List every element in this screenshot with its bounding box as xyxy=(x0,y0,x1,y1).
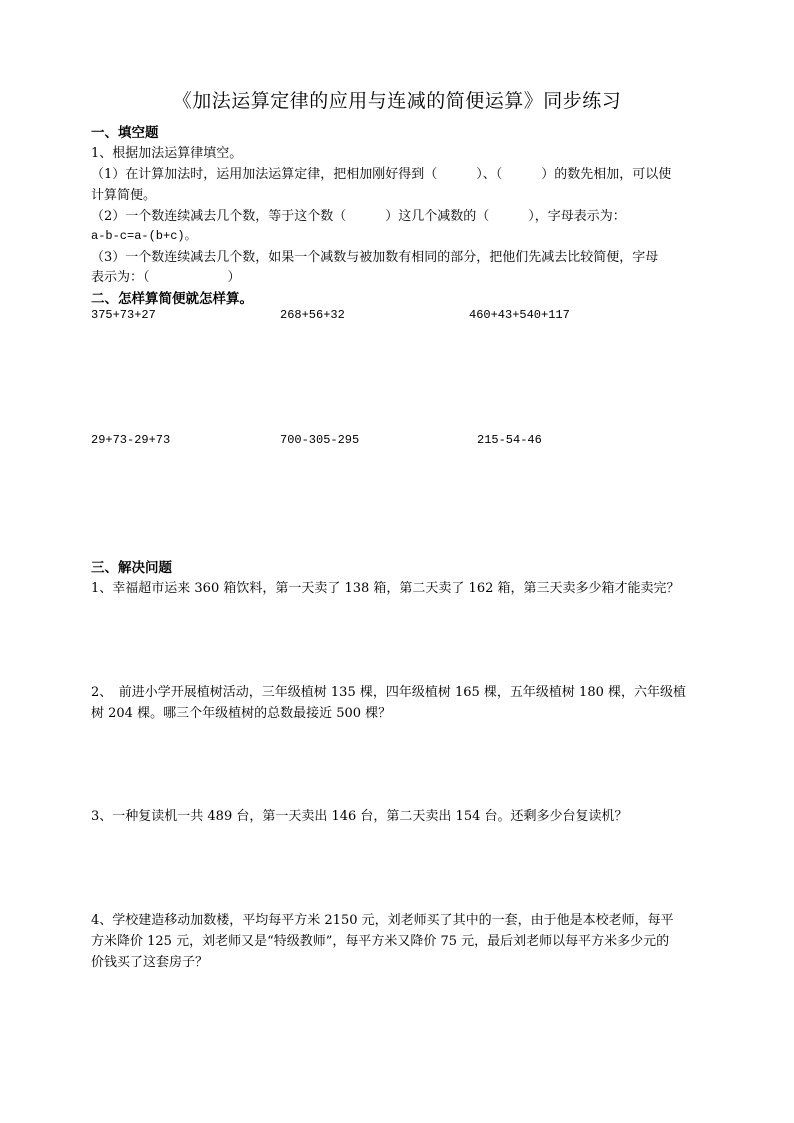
section-3-heading: 三、解决问题 xyxy=(91,560,172,576)
problem-4-line-2: 方米降价 125 元，刘老师又是“特级教师”，每平方米又降价 75 元，最后刘老师以每平方米多少元的 xyxy=(91,934,670,949)
fill-item-3-line-2: 表示为：（ ） xyxy=(91,270,241,285)
fill-item-3-line-1: （3）一个数连续减去几个数，如果一个减数与被加数有相同的部分，把他们先减去比较简便，字母 xyxy=(91,250,659,265)
calc-expression: 29+73-29+73 xyxy=(91,433,171,447)
section-2-heading: 二、怎样算简便就怎样算。 xyxy=(91,291,253,307)
calc-expression: 700-305-295 xyxy=(280,433,360,447)
fill-item-1-line-2: 计算简便。 xyxy=(91,188,157,203)
fill-item-2-line-2: a-b-c=a-(b+c)。 xyxy=(91,229,197,243)
problem-4-line-3: 价钱买了这套房子？ xyxy=(91,955,209,970)
problem-3: 3、一种复读机一共 489 台，第一天卖出 146 台，第二天卖出 154 台。还剩多少台复读机？ xyxy=(91,809,628,824)
calc-expression: 268+56+32 xyxy=(280,308,345,322)
fill-item-2-line-1: （2）一个数连续减去几个数，等于这个数（ ）这几个减数的（ ），字母表示为： xyxy=(91,209,626,224)
worksheet-title: 《加法运算定律的应用与连减的简便运算》同步练习 xyxy=(172,90,622,112)
calc-expression: 375+73+27 xyxy=(91,308,156,322)
calc-expression: 215-54-46 xyxy=(477,433,542,447)
problem-2-line-2: 树 204 棵。哪三个年级植树的总数最接近 500 棵？ xyxy=(91,706,392,721)
problem-4-line-1: 4、学校建造移动加数楼，平均每平方米 2150 元，刘老师买了其中的一套，由于他是本校老师，每平 xyxy=(91,913,674,928)
problem-1: 1、幸福超市运来 360 箱饮料，第一天卖了 138 箱，第二天卖了 162 箱，第三天卖多少箱才能卖完？ xyxy=(91,581,680,596)
section-1-heading: 一、填空题 xyxy=(91,125,159,141)
fill-item-1-line-1: （1）在计算加法时，运用加法运算定律，把相加刚好得到（ ）、（ ）的数先相加，可以使 xyxy=(91,167,672,182)
problem-2-line-1: 2、 前进小学开展植树活动，三年级植树 135 棵，四年级植树 165 棵，五年级植树 180 棵，六年级植 xyxy=(91,685,687,700)
question-1-stem: 1、根据加法运算律填空。 xyxy=(91,146,243,161)
calc-expression: 460+43+540+117 xyxy=(469,308,570,322)
